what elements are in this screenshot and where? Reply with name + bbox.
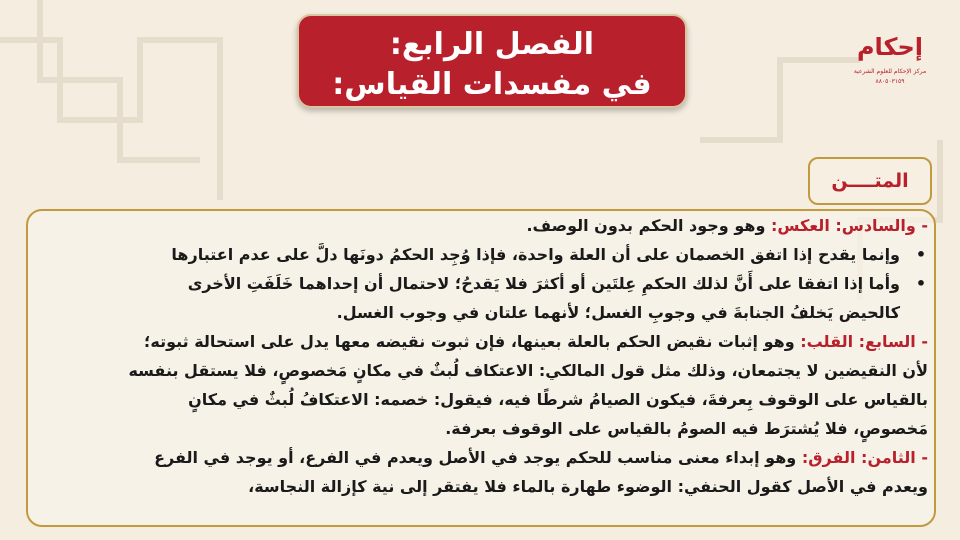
chapter-subtitle: في مفسدات القياس: [332, 67, 652, 102]
section-label-matn: المتــــن [808, 157, 932, 205]
term-seventh-reversal: - السابع: القلب: [800, 332, 928, 351]
logo-phone: ٨٨٠٥٠٣١٥٩ [875, 78, 905, 85]
text-line-3: •وأما إذا اتفقا على أَنَّ لذلك الحكمِ عِلتَين أو أكثرَ فلا يَقدحُ؛ لاحتمال أن إحداهما خَلَفَتِ الأخرى [188, 272, 928, 296]
chapter-title: الفصل الرابع: [389, 27, 595, 62]
text-line-7: بالقياس على الوقوف بِعرفةَ، فيكون الصيامُ شرطًا فيه، فيقول: خصمه: الاعتكافُ لُبثٌ في مكانٍ [188, 390, 928, 409]
text-line-4: كالحيض يَخلفُ الجنابةَ في وجوبِ الغسل؛ لأنهما علتان في وجوب الغسل. [336, 303, 900, 322]
bullet-icon: • [915, 245, 927, 264]
chapter-title-banner [297, 14, 687, 108]
logo-subtitle: مركز الإحكام للعلوم الشرعية [853, 68, 927, 75]
text-line-10: ويعدم في الأصل كقول الحنفي: الوضوء طهارة بالماء فلا يفتقر إلى نية كإزالة النجاسة، [248, 477, 928, 496]
term-sixth-inversion: - والسادس: العكس: [770, 216, 928, 235]
text-line-9: - الثامن: الفرق: وهو إبداء معنى مناسب للحكم يوجد في الأصل ويعدم في الفرع، أو يوجد في الفرع [154, 448, 928, 467]
text-line-6: لأن النقيضين لا يجتمعان، وذلك مثل قول المالكي: الاعتكاف لُبثٌ في مكانٍ مَخصوصٍ، فلا يستقل بنفسه [128, 361, 928, 380]
bullet-icon: • [915, 274, 927, 293]
text-line-2: •وإنما يقدح إذا اتفق الخصمان على أن العلة واحدة، فإذا وُجِد الحكمُ دونَها دلَّ على عدم اعتبارها [171, 243, 928, 267]
ihkam-logo [846, 24, 934, 96]
term-eighth-difference: - الثامن: الفرق: [801, 448, 928, 467]
logo-name: إحكام [856, 33, 924, 61]
text-line-5: - السابع: القلب: وهو إثبات نقيض الحكم بالعلة بعينها، فإن ثبوت نقيضه معها يدل على استحالة ثبوته؛ [143, 332, 928, 351]
text-line-1: - والسادس: العكس: وهو وجود الحكم بدون الوصف. [526, 216, 928, 235]
text-line-8: مَخصوصٍ، فلا يُشترَط فيه الصومُ بالقياس على الوقوف بعرفة. [445, 419, 928, 438]
